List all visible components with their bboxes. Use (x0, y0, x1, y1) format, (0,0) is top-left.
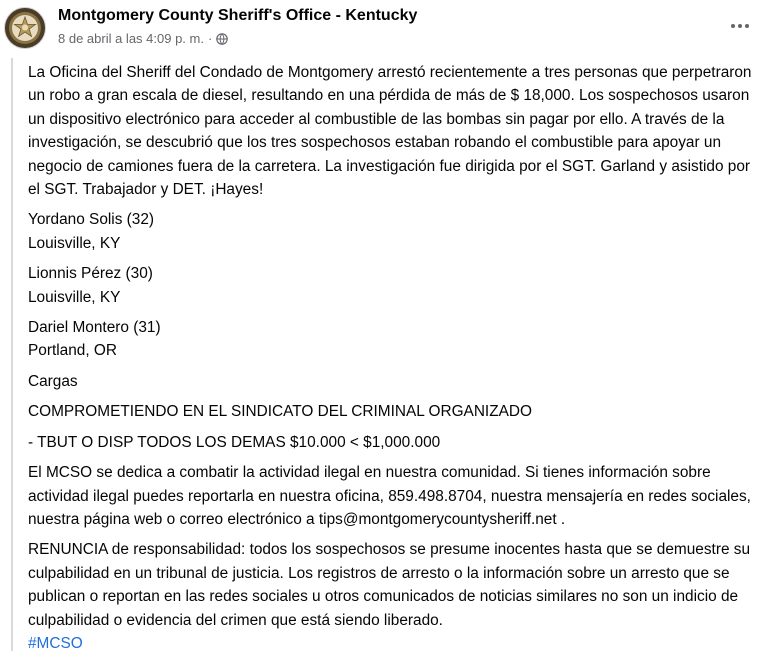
suspect-city: Louisville, KY (28, 288, 121, 306)
suspect-name: Yordano Solis (32) (28, 211, 155, 229)
charges-heading: Cargas (28, 372, 78, 390)
globe-icon[interactable] (216, 33, 228, 45)
hashtag-link[interactable]: #MCSO (28, 634, 83, 652)
post-header (0, 0, 766, 56)
suspect-name: Lionnis Pérez (30) (28, 265, 153, 283)
disclaimer-body: RENUNCIA de responsabilidad: todos los sospechosos se presume inocentes hasta que se demuestre su culpabilidad en un tribunal de justicia. Los registros de arresto o la información sobre un arresto que se publican o reportan en las redes sociales u otros comunicados de noticias similares no son un indicio de culpabilidad o evidencia del crimen que está siendo liberado. (28, 541, 751, 629)
page-avatar[interactable] (4, 7, 46, 49)
contact-text: El MCSO se dedica a combatir la actividad ilegal en nuestra comunidad. Si tienes información sobre actividad ilegal puedes reportarla en nuestra oficina, 859.498.8704, nuestra mensajería en redes sociales, nuestra página web o correo electrónico a tips@montgomerycountysheriff.net . (28, 464, 751, 528)
post-intro-text: La Oficina del Sheriff del Condado de Montgomery arrestó recientemente a tres personas que perpetraron un robo a gran escala de diesel, resultando en una pérdida de más de $ 18,000. Los sospechosos usaron un dispositivo electrónico para acceder al combustible de las bombas sin pagar por ello. A través de la investigación, se descubrió que los tres sospechosos estaban robando el combustible para apoyar un negocio de camiones fuera de la carretera. La investigación fue dirigida por el SGT. Garland y asistido por el SGT. Trabajador y DET. ¡Hayes! (28, 64, 752, 199)
suspect-1 (28, 208, 761, 255)
suspect-3 (28, 316, 761, 363)
post-timestamp[interactable]: 8 de abril a las 4:09 p. m. (58, 31, 204, 46)
suspect-2 (28, 262, 761, 309)
more-dot (745, 24, 749, 28)
more-options-button[interactable] (724, 10, 756, 42)
more-dot (738, 24, 742, 28)
more-horizontal-icon (731, 24, 735, 28)
sheriff-badge-icon (5, 8, 45, 48)
charge-item: - TBUT O DISP TODOS LOS DEMAS $10.000 < $1,000.000 (28, 433, 441, 451)
suspect-city: Portland, OR (28, 342, 117, 360)
post-meta (58, 31, 228, 46)
suspect-city: Louisville, KY (28, 234, 121, 252)
page-name-link[interactable]: Montgomery County Sheriff's Office - Kentucky (58, 7, 418, 24)
suspect-name: Dariel Montero (31) (28, 319, 161, 337)
meta-separator: · (207, 31, 213, 46)
disclaimer-text (28, 538, 761, 655)
charge-item: COMPROMETIENDO EN EL SINDICATO DEL CRIMINAL ORGANIZADO (28, 403, 532, 421)
post-body (11, 58, 761, 651)
